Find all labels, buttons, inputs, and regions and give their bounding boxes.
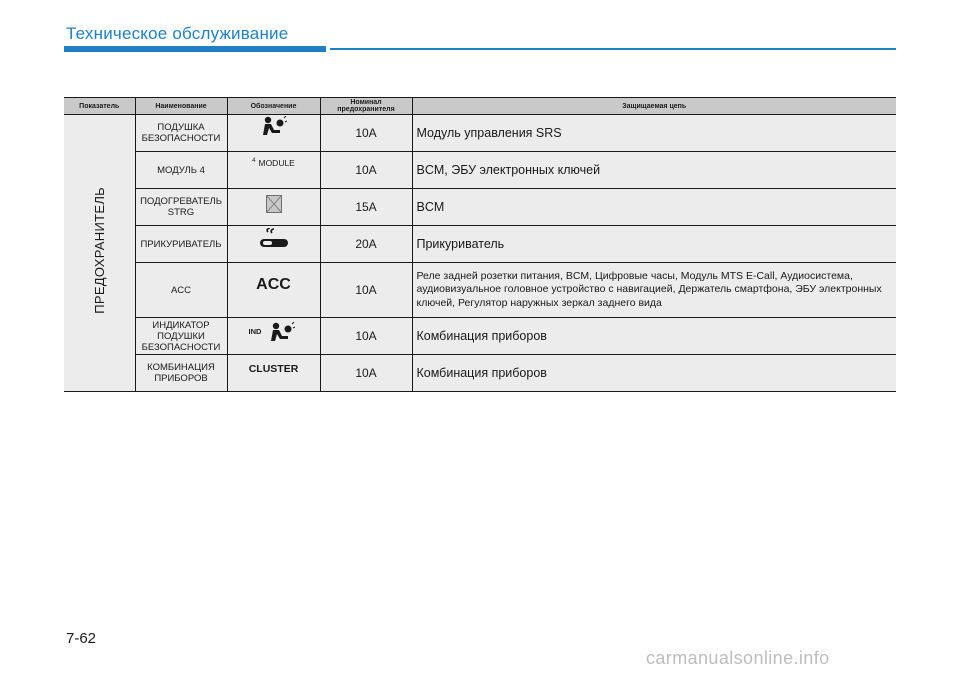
module-symbol: 4 MODULE	[252, 158, 295, 168]
fuse-symbol	[227, 115, 320, 152]
fuse-symbol	[227, 189, 320, 226]
group-cell	[64, 115, 135, 392]
ind-symbol: IND	[248, 327, 262, 336]
crossed-box-icon	[266, 195, 282, 213]
table-row	[64, 226, 896, 263]
fuse-name: ACC	[135, 263, 227, 318]
fuse-symbol	[227, 152, 320, 189]
column-header-rating: Номинал предохранителя	[320, 98, 412, 115]
fuse-circuit: BCM, ЭБУ электронных ключей	[412, 152, 896, 189]
fuse-symbol	[227, 263, 320, 318]
watermark: carmanualsonline.info	[646, 648, 830, 668]
group-label: ПРЕДОХРАНИТЕЛЬ	[91, 187, 107, 314]
fuse-table	[64, 97, 896, 392]
fuse-rating: 10A	[320, 115, 412, 152]
fuse-rating: 10A	[320, 318, 412, 355]
fuse-symbol	[227, 226, 320, 263]
table-row	[64, 263, 896, 318]
table-row	[64, 355, 896, 392]
fuse-rating: 20A	[320, 226, 412, 263]
cigar-lighter-icon	[259, 228, 289, 250]
fuse-circuit: Комбинация приборов	[412, 318, 896, 355]
table-row	[64, 115, 896, 152]
fuse-circuit: Прикуриватель	[412, 226, 896, 263]
fuse-rating: 10A	[320, 263, 412, 318]
airbag-icon	[261, 116, 287, 138]
fuse-rating: 10A	[320, 152, 412, 189]
fuse-rating: 15A	[320, 189, 412, 226]
column-header-name: Наименование	[135, 98, 227, 115]
header-rule-thin	[330, 48, 896, 50]
fuse-circuit: Реле задней розетки питания, BCM, Цифровые часы, Модуль MTS E-Call, Аудиосистема, аудиовизуальное головное устройство с навигацией, Держатель смартфона, ЭБУ электронных ключей, Регулятор наружных зеркал заднего вида	[412, 263, 896, 318]
page-number: 7-62	[66, 630, 97, 647]
fuse-name: ИНДИКАТОР ПОДУШКИ БЕЗОПАСНОСТИ	[135, 318, 227, 355]
fuse-name: ПОДУШКА БЕЗОПАСНОСТИ	[135, 115, 227, 152]
fuse-circuit: BCM	[412, 189, 896, 226]
fuse-symbol	[227, 355, 320, 392]
fuse-name: КОМБИНАЦИЯ ПРИБОРОВ	[135, 355, 227, 392]
fuse-name: ПОДОГРЕВАТЕЛЬ STRG	[135, 189, 227, 226]
fuse-name: МОДУЛЬ 4	[135, 152, 227, 189]
column-header-circuit: Защищаемая цепь	[412, 98, 896, 115]
airbag-icon	[269, 322, 295, 344]
section-title: Техническое обслуживание	[66, 24, 289, 43]
table-header-row	[64, 98, 896, 115]
table-row	[64, 189, 896, 226]
table-row	[64, 318, 896, 355]
fuse-circuit: Комбинация приборов	[412, 355, 896, 392]
fuse-symbol	[227, 318, 320, 355]
header-rule-thick	[64, 46, 326, 52]
column-header-symbol: Обозначение	[227, 98, 320, 115]
table-row	[64, 152, 896, 189]
cluster-symbol: CLUSTER	[248, 363, 299, 375]
fuse-name: ПРИКУРИВАТЕЛЬ	[135, 226, 227, 263]
column-header-indicator: Показатель	[64, 98, 135, 115]
fuse-circuit: Модуль управления SRS	[412, 115, 896, 152]
acc-symbol: ACC	[256, 276, 291, 293]
fuse-rating: 10A	[320, 355, 412, 392]
